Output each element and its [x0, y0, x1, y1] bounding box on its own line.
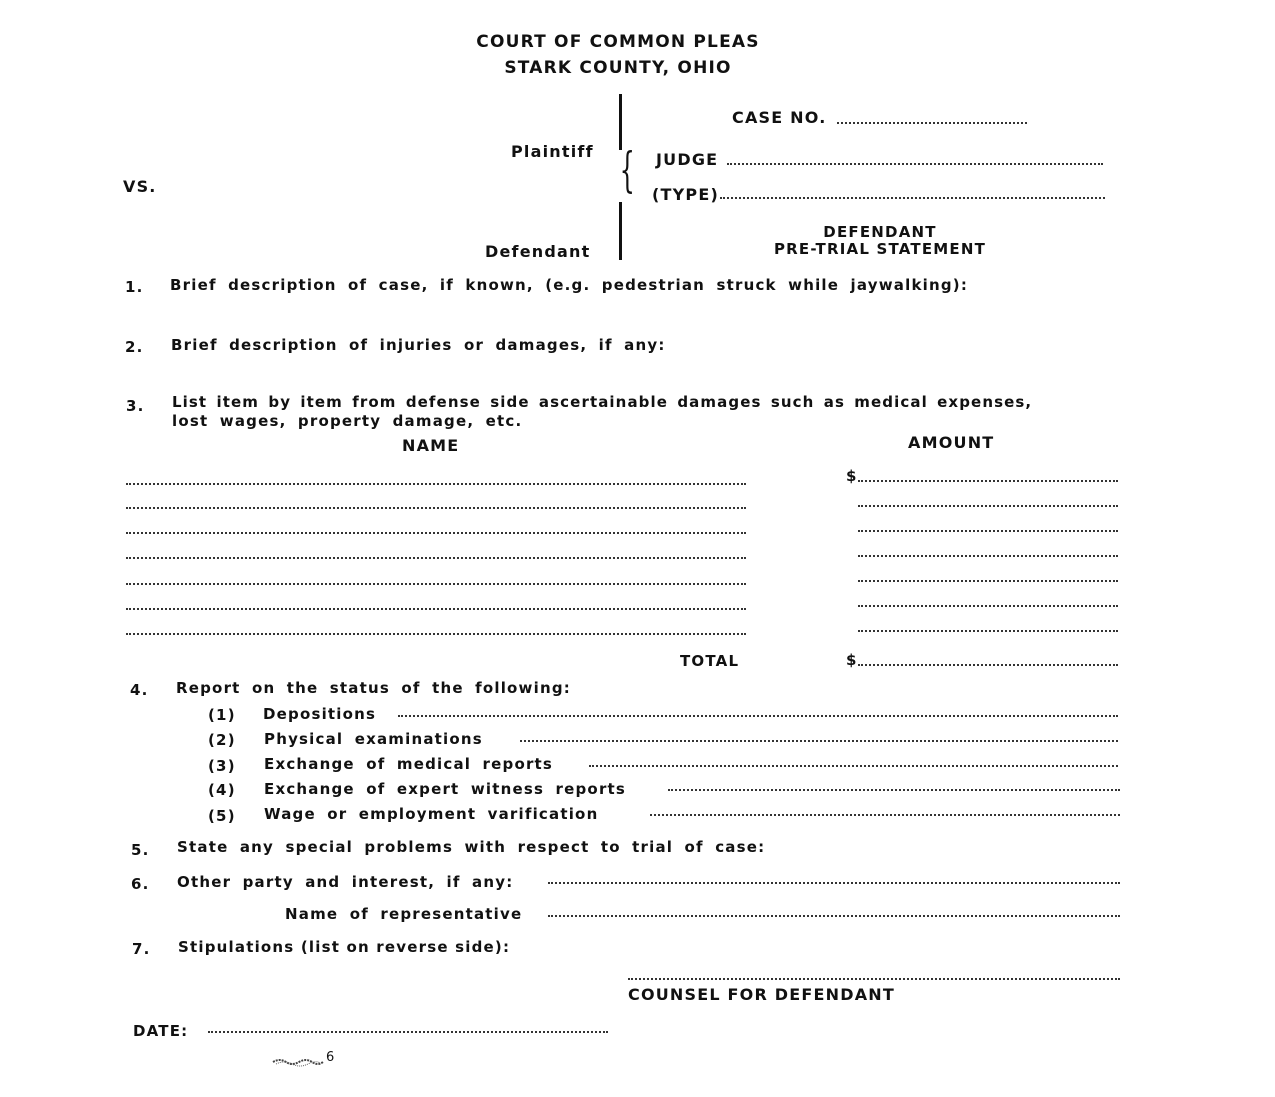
status-label-wage-verification: Wage or employment varification	[264, 805, 599, 823]
doc-title-defendant: DEFENDANT	[823, 223, 937, 241]
plaintiff-label: Plaintiff	[511, 142, 594, 161]
damage-name-line[interactable]	[126, 483, 746, 485]
case-no-field[interactable]	[837, 122, 1027, 124]
form-number: 6	[326, 1050, 336, 1065]
judge-field[interactable]	[727, 163, 1103, 165]
damage-amount-line[interactable]	[858, 630, 1118, 632]
status-field-medical-reports[interactable]	[589, 765, 1118, 767]
damage-amount-line[interactable]	[858, 580, 1118, 582]
damage-amount-line[interactable]	[858, 505, 1118, 507]
item-1-text: Brief description of case, if known, (e.g. pedestrian struck while jaywalking):	[170, 276, 969, 294]
total-dollar-sign: $	[846, 651, 858, 669]
status-num-2: (2)	[208, 731, 236, 749]
status-num-4: (4)	[208, 781, 236, 799]
damages-name-header: NAME	[402, 436, 460, 455]
status-num-1: (1)	[208, 706, 236, 724]
judge-label: JUDGE	[656, 150, 719, 169]
total-amount-field[interactable]	[858, 664, 1118, 666]
damage-name-line[interactable]	[126, 532, 746, 534]
item-6-number: 6.	[131, 875, 150, 893]
damage-name-line[interactable]	[126, 507, 746, 509]
type-label: (TYPE)	[652, 185, 719, 204]
damages-amount-header: AMOUNT	[908, 433, 995, 452]
caption-brace: {	[619, 142, 635, 198]
date-label: DATE:	[133, 1022, 189, 1040]
item-3-text-line-1: List item by item from defense side ascertainable damages such as medical expenses,	[172, 393, 1033, 411]
item-2-number: 2.	[125, 338, 144, 356]
item-7-text: Stipulations (list on reverse side):	[178, 938, 511, 956]
status-label-depositions: Depositions	[263, 705, 377, 723]
damage-name-line[interactable]	[126, 608, 746, 610]
damage-dollar-sign: $	[846, 467, 858, 485]
item-6-text: Other party and interest, if any:	[177, 873, 514, 891]
item-1-number: 1.	[125, 278, 144, 296]
status-field-depositions[interactable]	[398, 715, 1118, 717]
item-5-text: State any special problems with respect to trial of case:	[177, 838, 766, 856]
item-3-text-line-2: lost wages, property damage, etc.	[172, 412, 523, 430]
other-party-field[interactable]	[548, 882, 1120, 884]
status-field-wage-verification[interactable]	[650, 814, 1120, 816]
case-no-label: CASE NO.	[732, 108, 827, 127]
damage-name-line[interactable]	[126, 557, 746, 559]
date-field[interactable]	[208, 1031, 608, 1033]
item-2-text: Brief description of injuries or damages, if any:	[171, 336, 666, 354]
item-4-number: 4.	[130, 681, 149, 699]
court-title: COURT OF COMMON PLEAS	[476, 32, 760, 52]
status-num-3: (3)	[208, 757, 236, 775]
counsel-label: COUNSEL FOR DEFENDANT	[628, 985, 895, 1004]
damage-amount-line[interactable]	[858, 555, 1118, 557]
type-field[interactable]	[720, 197, 1105, 199]
damage-amount-line[interactable]	[858, 480, 1118, 482]
status-label-expert-reports: Exchange of expert witness reports	[264, 780, 627, 798]
defendant-label: Defendant	[485, 242, 591, 261]
representative-label: Name of representative	[285, 905, 523, 923]
damage-name-line[interactable]	[126, 633, 746, 635]
status-field-expert-reports[interactable]	[668, 789, 1120, 791]
vs-label: VS.	[123, 177, 157, 196]
printer-mark-icon	[272, 1052, 324, 1062]
status-label-medical-reports: Exchange of medical reports	[264, 755, 554, 773]
status-num-5: (5)	[208, 807, 236, 825]
county-title: STARK COUNTY, OHIO	[504, 58, 732, 78]
damage-name-line[interactable]	[126, 583, 746, 585]
item-4-text: Report on the status of the following:	[176, 679, 571, 697]
caption-divider-bottom	[619, 202, 622, 260]
counsel-signature-line[interactable]	[628, 978, 1120, 980]
status-label-physical-exams: Physical examinations	[264, 730, 483, 748]
item-3-number: 3.	[126, 397, 145, 415]
item-5-number: 5.	[131, 841, 150, 859]
item-7-number: 7.	[132, 940, 151, 958]
damage-amount-line[interactable]	[858, 605, 1118, 607]
doc-title-pretrial: PRE-TRIAL STATEMENT	[773, 240, 987, 258]
total-label: TOTAL	[680, 652, 740, 670]
status-field-physical-exams[interactable]	[520, 740, 1118, 742]
representative-field[interactable]	[548, 915, 1120, 917]
damage-amount-line[interactable]	[858, 530, 1118, 532]
